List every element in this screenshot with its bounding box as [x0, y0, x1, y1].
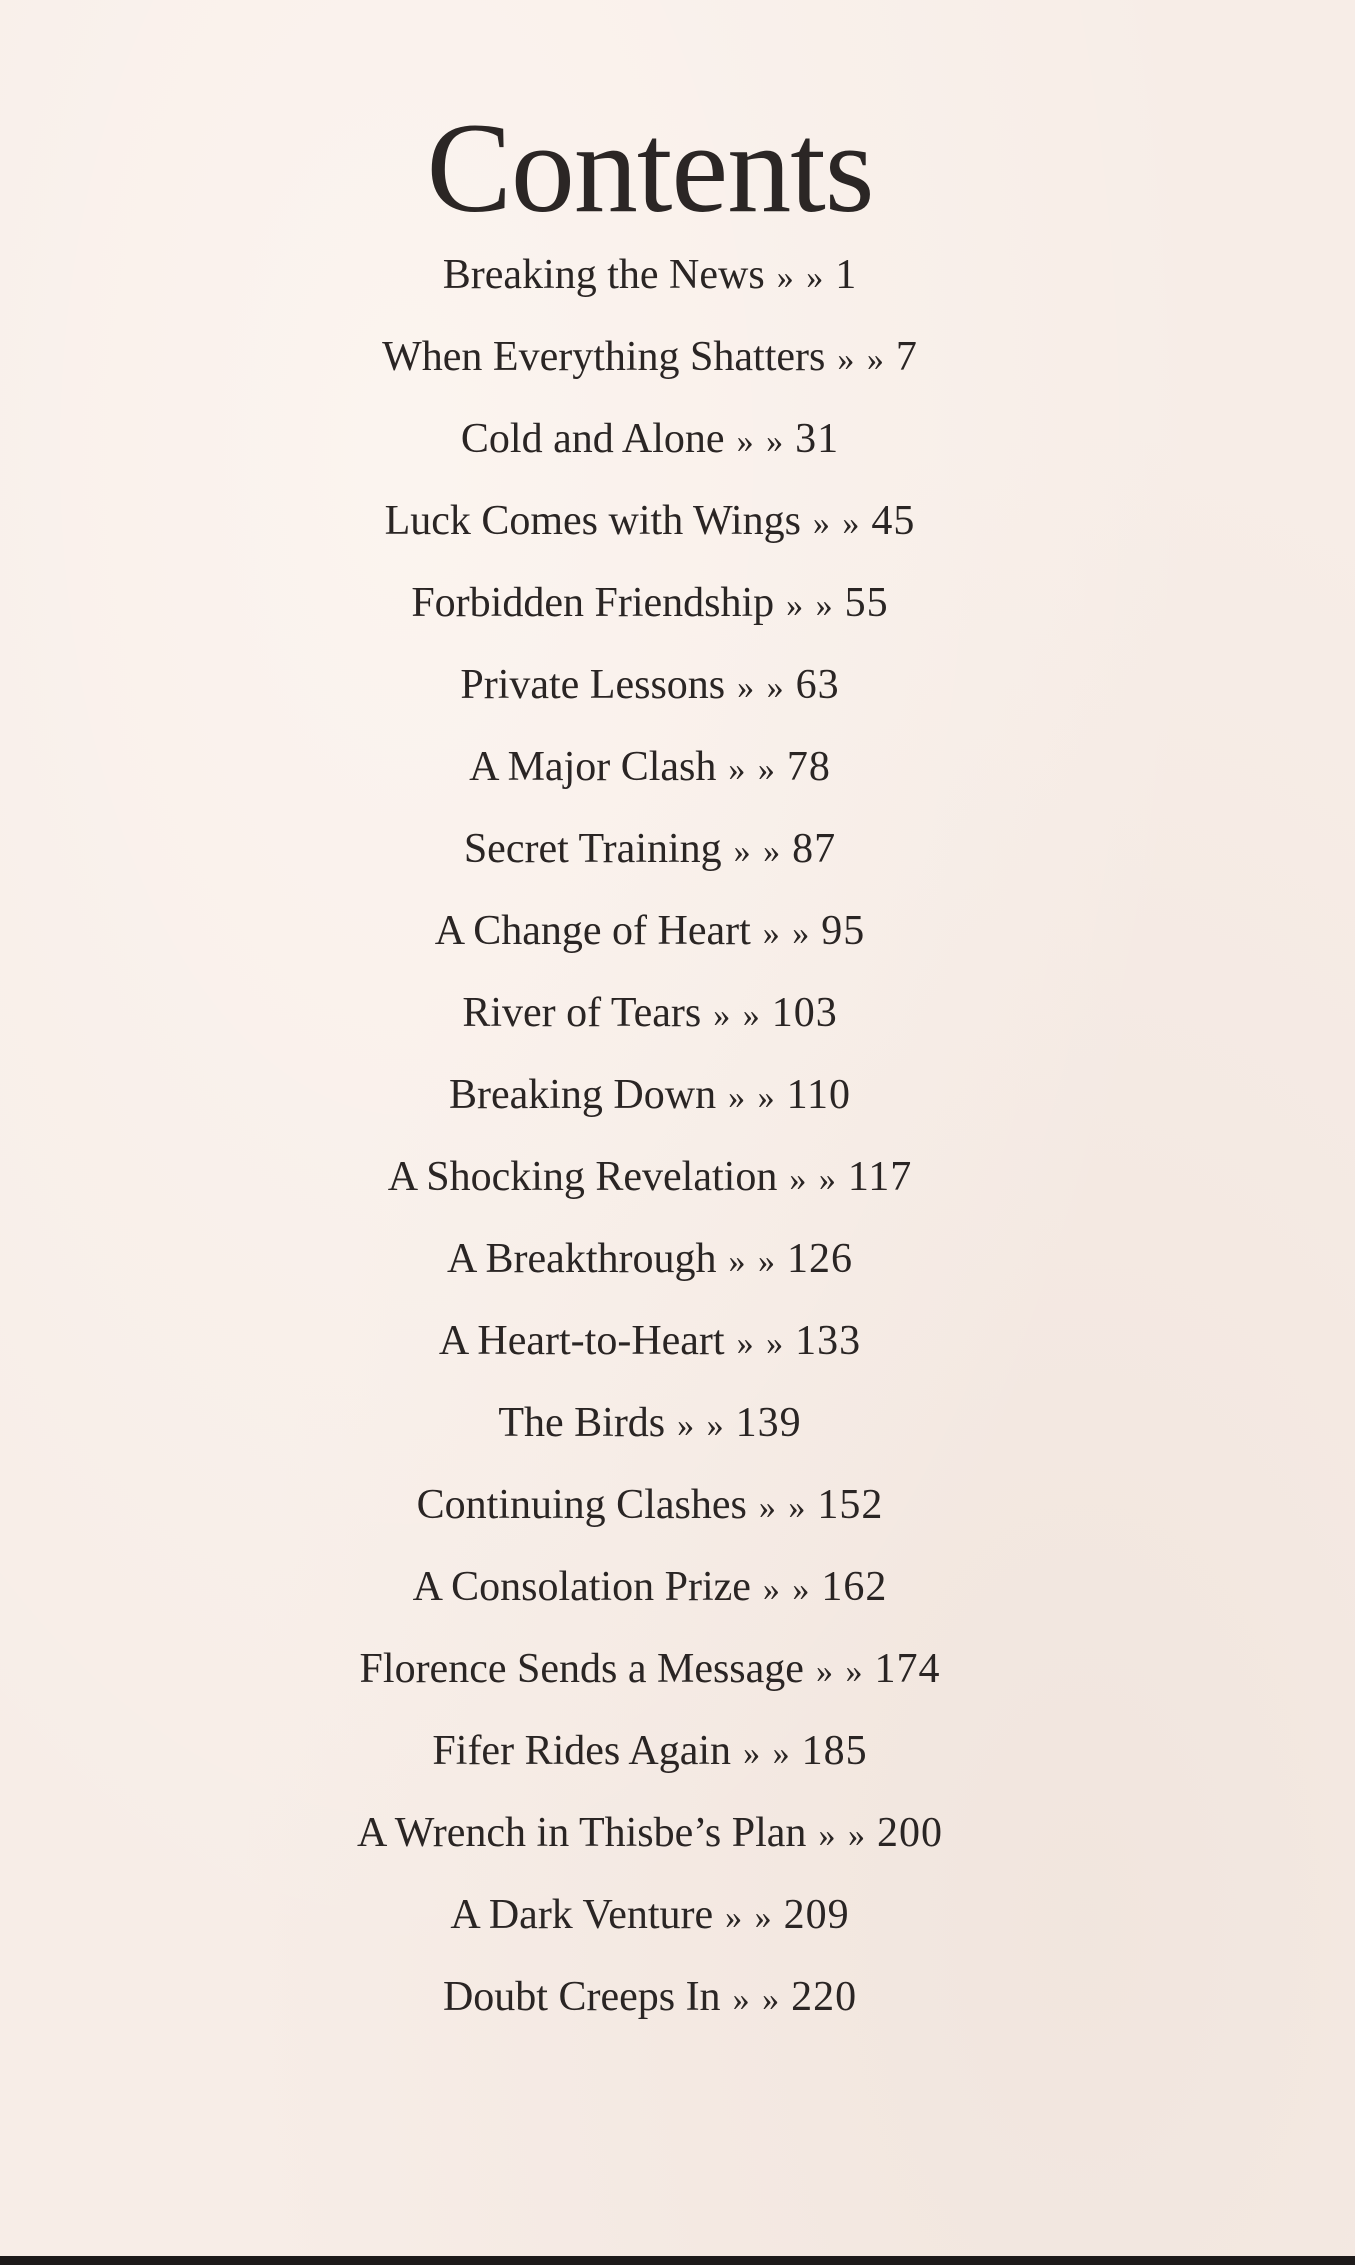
page-number: 1 — [835, 252, 858, 298]
page-number: 133 — [795, 1318, 862, 1364]
toc-entry — [0, 406, 1300, 488]
separator: » » — [736, 1325, 786, 1362]
chapter-title: A Change of Heart — [434, 908, 751, 954]
toc-entry — [0, 898, 1300, 980]
table-of-contents — [0, 242, 1300, 2046]
chapter-title: A Consolation Prize — [412, 1564, 751, 1610]
chapter-title: A Wrench in Thisbe’s Plan — [357, 1810, 807, 1856]
separator: » » — [728, 1243, 777, 1280]
page-number: 78 — [786, 744, 831, 790]
toc-entry — [0, 570, 1300, 652]
page-number: 55 — [844, 580, 889, 626]
page-number: 110 — [786, 1072, 852, 1118]
page-number: 152 — [817, 1482, 884, 1528]
separator: » » — [736, 423, 786, 460]
separator: » » — [737, 669, 786, 706]
chapter-title: Cold and Alone — [460, 416, 725, 462]
toc-entry — [0, 734, 1300, 816]
page-number: 117 — [847, 1154, 913, 1200]
page-number: 63 — [795, 662, 840, 708]
toc-entry — [0, 1718, 1300, 1800]
page-bottom-edge — [0, 2256, 1355, 2265]
chapter-title: A Shocking Revelation — [387, 1154, 778, 1200]
separator: » » — [733, 833, 783, 870]
chapter-title: Florence Sends a Message — [359, 1646, 804, 1692]
separator: » » — [776, 259, 826, 296]
separator: » » — [713, 997, 762, 1034]
page-number: 185 — [801, 1728, 868, 1774]
toc-entry — [0, 1226, 1300, 1308]
separator: » » — [677, 1407, 726, 1444]
separator: » » — [837, 341, 886, 378]
toc-entry — [0, 242, 1300, 324]
chapter-title: Fifer Rides Again — [432, 1728, 732, 1774]
separator: » » — [743, 1735, 792, 1772]
page-number: 103 — [771, 990, 838, 1036]
page-number: 87 — [792, 826, 837, 872]
toc-entry — [0, 1308, 1300, 1390]
chapter-title: River of Tears — [462, 990, 702, 1036]
page-number: 126 — [786, 1236, 853, 1282]
page-number: 31 — [795, 416, 840, 462]
chapter-title: Breaking Down — [448, 1072, 717, 1118]
chapter-title: When Everything Shatters — [382, 334, 826, 380]
page-number: 220 — [791, 1974, 858, 2020]
chapter-title: A Heart-to-Heart — [438, 1318, 725, 1364]
separator: » » — [789, 1161, 838, 1198]
toc-entry — [0, 1144, 1300, 1226]
page-number: 162 — [821, 1564, 888, 1610]
toc-entry — [0, 1062, 1300, 1144]
page-number: 174 — [874, 1646, 941, 1692]
toc-entry — [0, 1800, 1300, 1882]
chapter-title: Forbidden Friendship — [411, 580, 775, 626]
page-title: Contents — [426, 97, 874, 239]
chapter-title: Luck Comes with Wings — [384, 498, 801, 544]
chapter-title: A Major Clash — [469, 744, 717, 790]
separator: » » — [786, 587, 835, 624]
toc-entry — [0, 324, 1300, 406]
page-number: 209 — [783, 1892, 850, 1938]
toc-entry — [0, 1636, 1300, 1718]
chapter-title: A Dark Venture — [450, 1892, 714, 1938]
chapter-title: Private Lessons — [460, 662, 726, 708]
separator: » » — [725, 1899, 774, 1936]
toc-entry — [0, 1964, 1300, 2046]
toc-entry — [0, 1554, 1300, 1636]
toc-entry — [0, 488, 1300, 570]
separator: » » — [762, 1571, 812, 1608]
chapter-title: Secret Training — [463, 826, 722, 872]
toc-entry — [0, 652, 1300, 734]
page-number: 200 — [876, 1810, 943, 1856]
separator: » » — [728, 1079, 777, 1116]
toc-entry — [0, 1390, 1300, 1472]
chapter-title: The Birds — [498, 1400, 666, 1446]
chapter-title: Doubt Creeps In — [442, 1974, 721, 2020]
toc-entry — [0, 1882, 1300, 1964]
separator: » » — [728, 751, 777, 788]
separator: » » — [818, 1817, 867, 1854]
chapter-title: A Breakthrough — [447, 1236, 717, 1282]
separator: » » — [815, 1653, 865, 1690]
toc-entry — [0, 816, 1300, 898]
separator: » » — [762, 915, 812, 952]
page-number: 7 — [895, 334, 918, 380]
chapter-title: Continuing Clashes — [416, 1482, 747, 1528]
separator: » » — [758, 1489, 808, 1526]
page-number: 95 — [821, 908, 866, 954]
toc-entry — [0, 980, 1300, 1062]
toc-entry — [0, 1472, 1300, 1554]
page-number: 139 — [735, 1400, 802, 1446]
chapter-title: Breaking the News — [442, 252, 765, 298]
separator: » » — [732, 1981, 782, 2018]
page-number: 45 — [871, 498, 916, 544]
separator: » » — [812, 505, 862, 542]
